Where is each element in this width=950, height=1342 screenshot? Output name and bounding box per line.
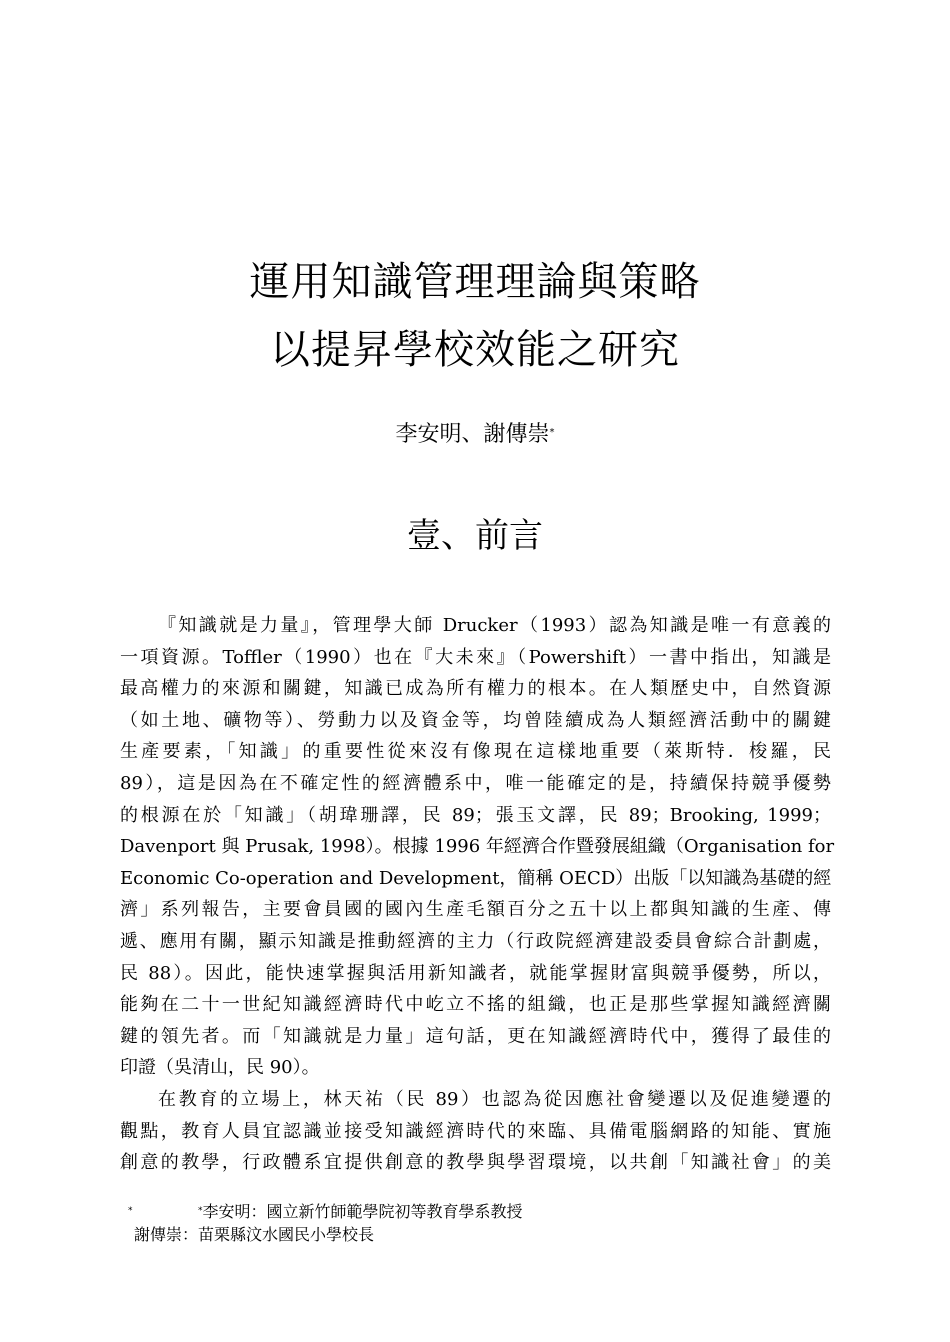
author-names: 李安明、謝傳崇 <box>395 422 550 447</box>
section-heading: 壹、前言 <box>407 516 543 556</box>
footnote-text: 謝傳崇：苗栗縣汶水國民小學校長 <box>134 1225 375 1244</box>
body-line: 89），這是因為在不確定性的經濟體系中，唯一能確定的是，持續保持競爭優勢 <box>120 772 831 794</box>
body-line: 一項資源。Toffler（1990）也在『大未來』（Powershift）一書中指出，知識是 <box>120 646 831 668</box>
body-line: 濟」系列報告，主要會員國的國內生產毛額百分之五十以上都與知識的生產、傳 <box>120 899 831 921</box>
paper-title-line-1: 運用知識管理理論與策略 <box>249 259 701 305</box>
body-line: 在教育的立場上，林天祐（民 89）也認為從因應社會變遷以及促進變遷的 <box>158 1088 831 1110</box>
paper-title-line-2: 以提昇學校效能之研究 <box>270 327 680 373</box>
body-line: 創意的教學，行政體系宜提供創意的教學與學習環境，以共創「知識社會」的美 <box>120 1152 831 1174</box>
body-line: 鍵的領先者。而「知識就是力量」這句話，更在知識經濟時代中，獲得了最佳的 <box>120 1025 831 1047</box>
body-line: 民 88）。因此，能快速掌握與活用新知識者，就能掌握財富與競爭優勢，所以， <box>120 962 831 984</box>
footnote-1 <box>120 1200 831 1223</box>
body-line: 的根源在於「知識」（胡瑋珊譯，民 89；張玉文譯，民 89；Brooking, 1999； <box>120 804 831 826</box>
footnote-text: 李安明：國立新竹師範學院初等教育學系教授 <box>202 1202 523 1221</box>
body-line: 能夠在二十一世紀知識經濟時代中屹立不搖的組織，也正是那些掌握知識經濟關 <box>120 994 831 1016</box>
body-line: 印證（吳清山，民 90）。 <box>120 1057 320 1079</box>
body-line: Economic Co-operation and Development，簡稱 OECD）出版「以知識為基礎的經 <box>120 867 832 889</box>
author-line <box>0 420 950 450</box>
body-line: 生產要素，「知識」的重要性從來沒有像現在這樣地重要（萊斯特．梭羅，民 <box>120 741 831 763</box>
body-line: 遞、應用有關，顯示知識是推動經濟的主力（行政院經濟建設委員會綜合計劃處， <box>120 930 831 952</box>
body-line: Davenport 與 Prusak, 1998）。根據 1996 年經濟合作暨發展組織（Organisation for <box>120 836 835 858</box>
body-line: 觀點，教育人員宜認識並接受知識經濟時代的來臨、具備電腦網路的知能、實施 <box>120 1120 831 1142</box>
body-line: 『知識就是力量』，管理學大師 Drucker（1993）認為知識是唯一有意義的 <box>158 615 831 636</box>
footnote-mark: * <box>128 1206 133 1216</box>
body-text <box>120 610 835 1179</box>
author-footnote-mark: * <box>549 427 555 438</box>
body-line: 最高權力的來源和關鍵，知識已成為所有權力的根本。在人類歷史中，自然資源 <box>120 678 831 700</box>
footnote-mark-inline: * <box>198 1206 203 1216</box>
body-line: （如土地、礦物等）、勞動力以及資金等，均曾陸續成為人類經濟活動中的關鍵 <box>120 709 831 731</box>
footnote-2 <box>120 1223 845 1246</box>
